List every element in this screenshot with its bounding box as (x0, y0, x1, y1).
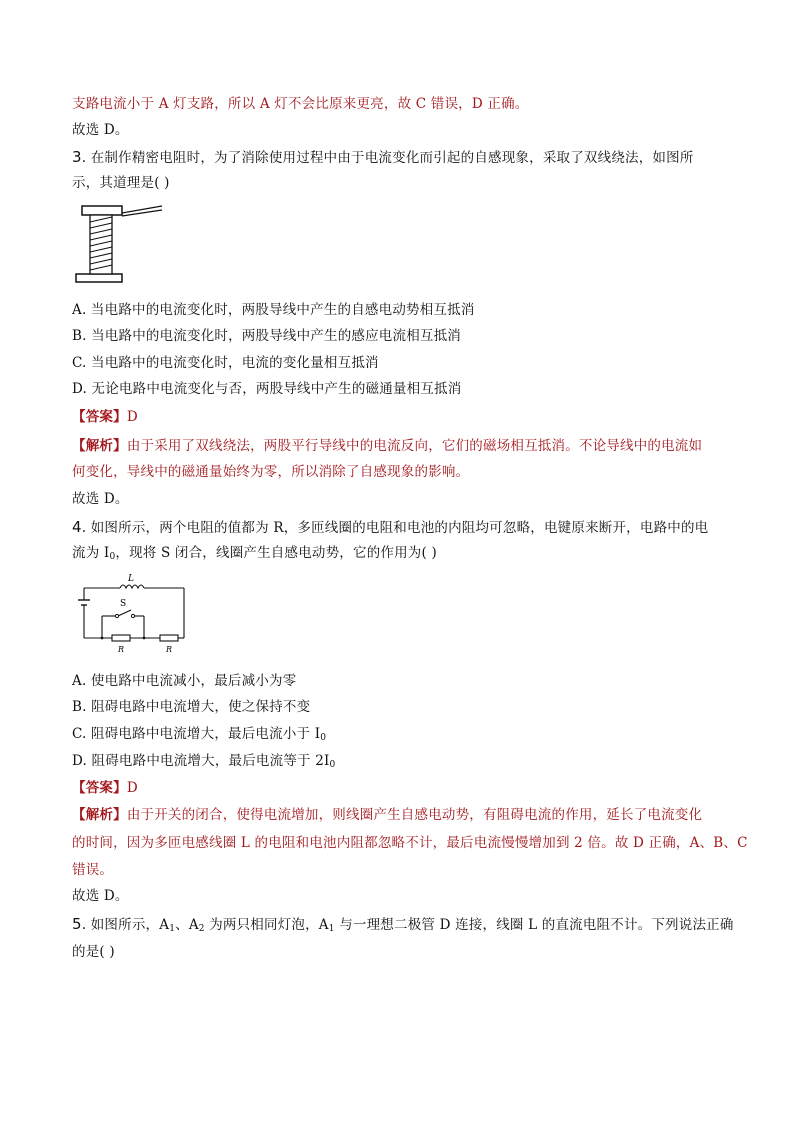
q4-option-d-subscript: 0 (329, 760, 336, 770)
q4-answer-tag: 【答案】 (72, 780, 127, 796)
circuit-figure (76, 572, 192, 654)
q3-conclusion: 故选 D。 (72, 491, 129, 507)
q5-stem-text-1b: 、A (175, 917, 199, 933)
q5-sub-3: 1 (328, 924, 335, 934)
q5-sub-1: 1 (169, 924, 176, 934)
q3-option-d: D. 无论电路中电流变化与否，两股导线中产生的磁通量相互抵消 (72, 381, 462, 397)
q4-stem-text-2b: ，现将 S 闭合，线圈产生自感电动势，它的作用为( ) (115, 545, 437, 561)
q3-option-b: B. 当电路中的电流变化时，两股导线中产生的感应电流相互抵消 (72, 328, 462, 344)
q5-sub-2: 2 (198, 924, 205, 934)
q4-option-c-text: C. 阻碍电路中电流增大，最后电流小于 I (72, 726, 321, 742)
q4-explanation-tag: 【解析】 (72, 807, 127, 823)
label-inductor: L (128, 574, 134, 584)
q4-option-b: B. 阻碍电路中电流增大，使之保持不变 (72, 699, 311, 715)
q4-answer (72, 779, 138, 797)
q4-answer-value: D (126, 780, 138, 796)
q5-stem-line-1 (72, 915, 734, 938)
q3-explanation-text-1: 由于采用了双线绕法，两股平行导线中的电流反向，它们的磁场相互抵消。不论导线中的电流如 (126, 438, 703, 454)
q4-stem-line-1 (72, 518, 708, 537)
q3-number: 3 (72, 148, 82, 166)
q4-option-c (72, 725, 326, 747)
q4-option-c-subscript: 0 (320, 733, 327, 743)
q3-option-c: C. 当电路中的电流变化时，电流的变化量相互抵消 (72, 355, 379, 371)
q4-stem-text-2a: 流为 I (72, 545, 110, 561)
q3-stem-text-1: . 在制作精密电阻时，为了消除使用过程中由于电流变化而引起的自感现象，采取了双线绕法，如图所 (81, 150, 694, 166)
label-switch: S (120, 599, 127, 609)
q5-stem-text-1a: . 如图所示，A (81, 917, 170, 933)
q4-stem-line-2 (72, 544, 437, 566)
q3-explanation-tag: 【解析】 (72, 438, 127, 454)
q3-option-a: A. 当电路中的电流变化时，两股导线中产生的自感电动势相互抵消 (72, 302, 475, 318)
q2-conclusion: 故选 D。 (72, 122, 129, 138)
q2-explanation-continued: 支路电流小于 A 灯支路，所以 A 灯不会比原来更亮，故 C 错误，D 正确。 (72, 96, 529, 112)
q4-explanation-line-1 (72, 806, 702, 824)
q3-answer-value: D (126, 409, 138, 425)
q4-explanation-line-2: 的时间，因为多匝电感线圈 L 的电阻和电池内阻都忽略不计，最后电流慢慢增加到 2 倍。故 D 正确，A、B、C (72, 835, 748, 851)
q4-option-d (72, 752, 335, 774)
q5-stem-line-2: 的是( ) (72, 944, 115, 960)
q4-stem-subscript: 0 (109, 552, 116, 562)
q5-stem-text-1d: 与一理想二极管 D 连接，线圈 L 的直流电阻不计。下列说法正确 (334, 917, 734, 933)
q4-option-a: A. 使电路中电流减小，最后减小为零 (72, 673, 297, 689)
q4-explanation-text-1: 由于开关的闭合，使得电流增加，则线圈产生自感电动势，有阻碍电流的作用，延长了电流变化 (126, 807, 703, 823)
q3-answer-tag: 【答案】 (72, 409, 127, 425)
q3-answer (72, 408, 138, 426)
q4-option-d-text: D. 阻碍电路中电流增大，最后电流等于 2I (72, 753, 330, 769)
label-resistor-1: R (118, 645, 125, 654)
q4-number: 4 (72, 518, 82, 536)
q5-stem-text-1c: 为两只相同灯泡，A (204, 917, 329, 933)
q3-stem-line-2: 示，其道理是( ) (72, 175, 170, 191)
q3-explanation-line-1 (72, 437, 702, 455)
label-resistor-2: R (166, 645, 173, 654)
q3-stem-line-1 (72, 148, 694, 167)
q4-stem-text-1: . 如图所示，两个电阻的值都为 R，多匝线圈的电阻和电池的内阻均可忽略，电键原来断开，电路中的电 (81, 520, 709, 536)
q4-explanation-line-3: 错误。 (72, 862, 114, 878)
bifilar-coil-figure (74, 204, 166, 284)
q5-number: 5 (72, 915, 82, 933)
q3-explanation-line-2: 何变化，导线中的磁通量始终为零，所以消除了自感现象的影响。 (72, 464, 470, 480)
q4-conclusion: 故选 D。 (72, 888, 129, 904)
